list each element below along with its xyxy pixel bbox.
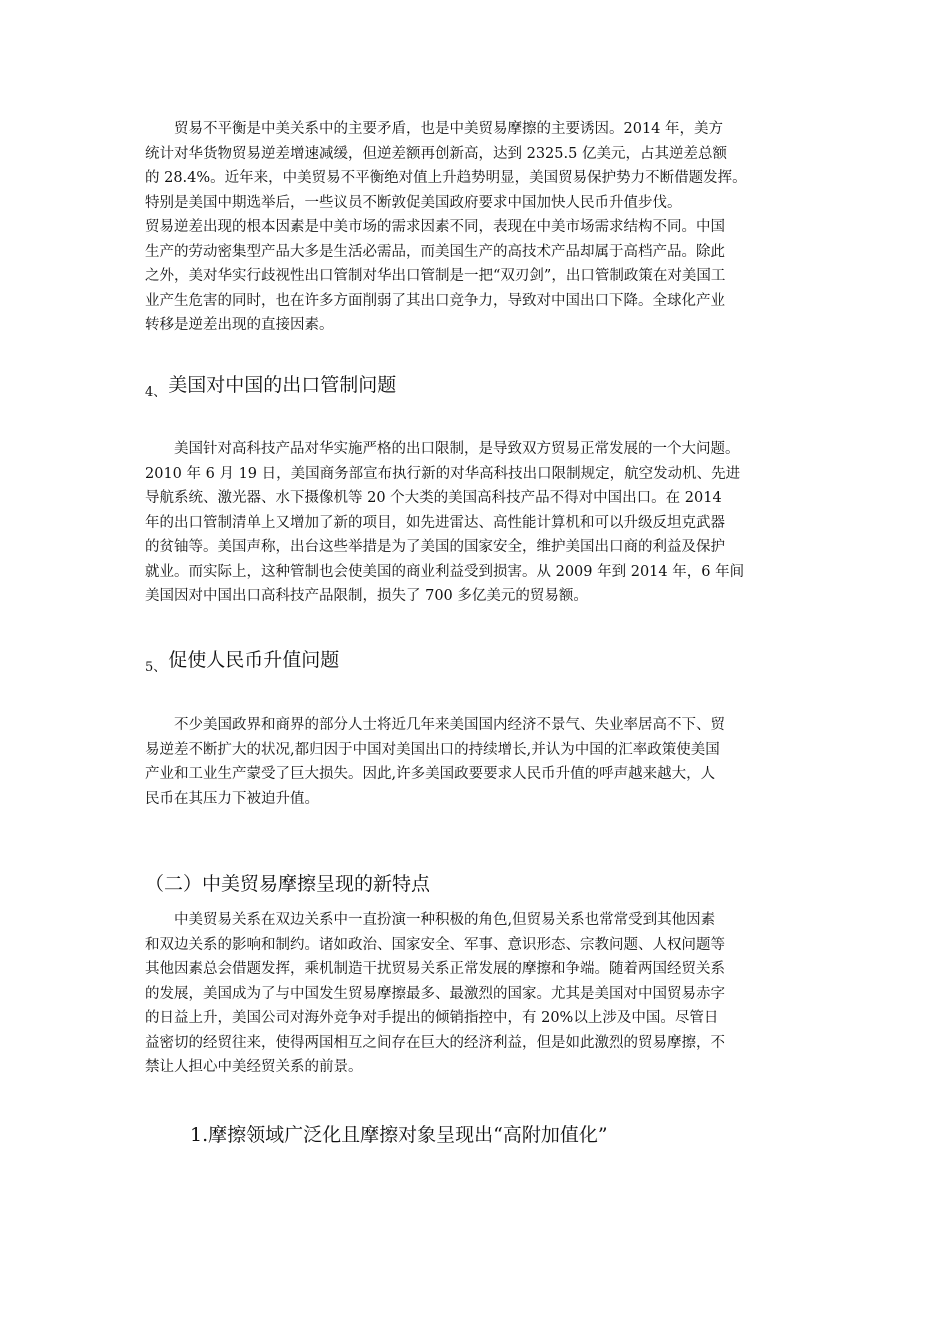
text-line: 生产的劳动密集型产品大多是生活必需品，而美国生产的高技术产品却属于高档产品。除此	[145, 243, 725, 260]
text-line: 美国针对高科技产品对华实施严格的出口限制，是导致双方贸易正常发展的一个大问题。	[145, 441, 740, 457]
section-heading-new-features	[145, 870, 430, 898]
text-line: 导航系统、激光器、水下摄像机等 20 个大类的美国高科技产品不得对中国出口。在 2014	[145, 490, 722, 506]
text-line: 和双边关系的影响和制约。诸如政治、国家安全、军事、意识形态、宗教问题、人权问题等	[145, 936, 725, 953]
section-title: （二）中美贸易摩擦呈现的新特点	[145, 873, 431, 895]
text-line: 之外，美对华实行歧视性出口管制对华出口管制是一把“双刃剑”，出口管制政策在对美国工	[145, 268, 726, 284]
paragraph-trade-imbalance	[145, 117, 808, 338]
text-line: 的 28.4%。近年来，中美贸易不平衡绝对值上升趋势明显，美国贸易保护势力不断借题发挥。	[145, 170, 747, 186]
text-line: 不少美国政界和商界的部分人士将近几年来美国国内经济不景气、失业率居高不下、贸	[145, 717, 725, 733]
paragraph-rmb-appreciation	[145, 713, 808, 811]
section-number: 5、	[145, 660, 167, 675]
section-heading-5	[145, 646, 339, 677]
text-line: 的发展，美国成为了与中国发生贸易摩擦最多、最激烈的国家。尤其是美国对中国贸易赤字	[145, 985, 725, 1002]
text-line: 益密切的经贸往来，使得两国相互之间存在巨大的经济利益，但是如此激烈的贸易摩擦，不	[145, 1034, 725, 1051]
section-number: 4、	[145, 385, 167, 400]
text-line: 其他因素总会借题发挥，乘机制造干扰贸易关系正常发展的摩擦和争端。随着两国经贸关系	[145, 961, 725, 977]
text-line: 的日益上升，美国公司对海外竞争对手提出的倾销指控中，有 20%以上涉及中国。尽管日	[145, 1010, 719, 1026]
paragraph-export-control	[145, 437, 808, 609]
text-line: 民币在其压力下被迫升值。	[145, 790, 319, 807]
text-line: 产业和工业生产蒙受了巨大损失。因此,许多美国政要要求人民币升值的呼声越来越大，人	[145, 766, 716, 782]
text-line: 就业。而实际上，这种管制也会使美国的商业利益受到损害。从 2009 年到 2014 年，6 年间	[145, 563, 745, 580]
paragraph-new-features	[145, 908, 808, 1080]
text-line: 中美贸易关系在双边关系中一直扮演一种积极的角色,但贸易关系也常常受到其他因素	[145, 912, 716, 928]
subsection-title: 1.摩擦领域广泛化且摩擦对象呈现出“高附加值化”	[190, 1124, 608, 1146]
text-line: 美国因对中国出口高科技产品限制，损失了 700 多亿美元的贸易额。	[145, 588, 588, 604]
section-heading-4	[145, 371, 396, 402]
text-line: 转移是逆差出现的直接因素。	[145, 317, 334, 333]
text-line: 统计对华货物贸易逆差增速减缓，但逆差额再创新高，达到 2325.5 亿美元，占其逆差总额	[145, 145, 727, 162]
text-line: 年的出口管制清单上又增加了新的项目，如先进雷达、高性能计算机和可以升级反坦克武器	[145, 514, 725, 531]
text-line: 2010 年 6 月 19 日，美国商务部宣布执行新的对华高科技出口限制规定，航空发动机、先进	[145, 465, 741, 482]
text-line: 特别是美国中期选举后，一些议员不断敦促美国政府要求中国加快人民币升值步伐。	[145, 194, 682, 211]
text-line: 业产生危害的同时，也在许多方面削弱了其出口竞争力，导致对中国出口下降。全球化产业	[145, 292, 725, 309]
text-line: 贸易不平衡是中美关系中的主要矛盾，也是中美贸易摩擦的主要诱因。2014 年，美方	[145, 121, 724, 137]
text-line: 的贫铀等。美国声称，出台这些举措是为了美国的国家安全，维护美国出口商的利益及保护	[145, 539, 725, 555]
subsection-heading-1	[190, 1121, 608, 1149]
section-title: 促使人民币升值问题	[168, 649, 340, 671]
text-line: 易逆差不断扩大的状况,都归因于中国对美国出口的持续增长,并认为中国的汇率政策使美国	[145, 741, 720, 758]
text-line: 贸易逆差出现的根本因素是中美市场的需求因素不同，表现在中美市场需求结构不同。中国	[145, 219, 725, 235]
section-title: 美国对中国的出口管制问题	[168, 374, 397, 396]
text-line: 禁让人担心中美经贸关系的前景。	[145, 1059, 363, 1075]
